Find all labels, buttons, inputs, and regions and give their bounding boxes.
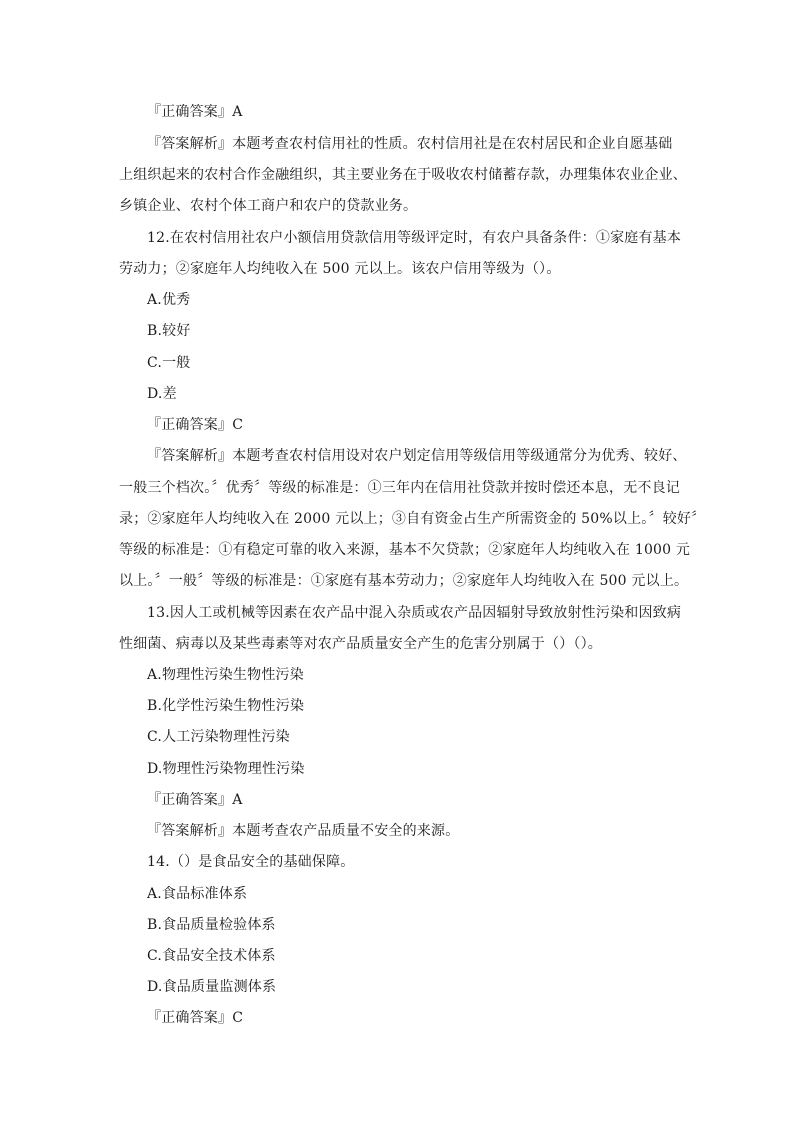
question-13-line-2: 性细菌、病毒以及某些毒素等对农产品质量安全产生的危害分别属于（）（）。 bbox=[119, 636, 602, 652]
option-14-c: C.食品安全技术体系 bbox=[147, 948, 276, 964]
option-12-d: D.差 bbox=[147, 386, 177, 402]
analysis-q12-line-4: 等级的标准是：①有稳定可靠的收入来源，基本不欠贷款；②家庭年人均纯收入在 1000 元 bbox=[119, 542, 691, 558]
option-13-a: A.物理性污染生物性污染 bbox=[147, 667, 304, 683]
analysis-q12-line-2: 一般三个档次。〞优秀〞等级的标准是：①三年内在信用社贷款并按时偿还本息，无不良记 bbox=[119, 480, 680, 496]
analysis-q12-line-5: 以上。〞一般〞等级的标准是：①家庭有基本劳动力；②家庭年人均纯收入在 500 元以上。 bbox=[119, 573, 689, 589]
option-14-d: D.食品质量监测体系 bbox=[147, 979, 277, 995]
question-12-line-2: 劳动力；②家庭年人均纯收入在 500 元以上。该农户信用等级为（）。 bbox=[119, 261, 561, 277]
analysis-q12-line-1: 『答案解析』本题考查农村信用设对农户划定信用等级信用等级通常分为优秀、较好、 bbox=[147, 448, 687, 464]
analysis-q11-line-2: 上组织起来的农村合作金融组织，其主要业务在于吸收农村储蓄存款，办理集体农业企业、 bbox=[119, 167, 687, 183]
answer-q11: 『正确答案』A bbox=[147, 104, 243, 120]
answer-q13: 『正确答案』A bbox=[147, 792, 243, 808]
question-13-line-1: 13.因人工或机械等因素在农产品中混入杂质或农产品因辐射导致放射性污染和因致病 bbox=[147, 605, 682, 621]
option-14-b: B.食品质量检验体系 bbox=[147, 917, 276, 933]
analysis-q13: 『答案解析』本题考查农产品质量不安全的来源。 bbox=[147, 823, 460, 839]
analysis-q11-line-1: 『答案解析』本题考查农村信用社的性质。农村信用社是在农村居民和企业自愿基础 bbox=[147, 136, 673, 152]
question-12-line-1: 12.在农村信用社农户小额信用贷款信用等级评定时，有农户具备条件：①家庭有基本 bbox=[147, 230, 682, 246]
analysis-q11-line-3: 乡镇企业、农村个体工商户和农户的贷款业务。 bbox=[119, 198, 418, 214]
option-13-d: D.物理性污染物理性污染 bbox=[147, 761, 305, 777]
option-13-c: C.人工污染物理性污染 bbox=[147, 729, 290, 745]
option-14-a: A.食品标准体系 bbox=[147, 886, 248, 902]
answer-q14: 『正确答案』C bbox=[147, 1010, 244, 1026]
answer-q12: 『正确答案』C bbox=[147, 417, 244, 433]
option-12-c: C.一般 bbox=[147, 355, 191, 371]
question-14: 14.（）是食品安全的基础保障。 bbox=[147, 854, 355, 870]
option-13-b: B.化学性污染生物性污染 bbox=[147, 698, 305, 714]
analysis-q12-line-3: 录；②家庭年人均纯收入在 2000 元以上；③自有资金占生产所需资金的 50%以上。〞较好〞 bbox=[119, 511, 706, 527]
option-12-b: B.较好 bbox=[147, 323, 191, 339]
option-12-a: A.优秀 bbox=[147, 292, 191, 308]
